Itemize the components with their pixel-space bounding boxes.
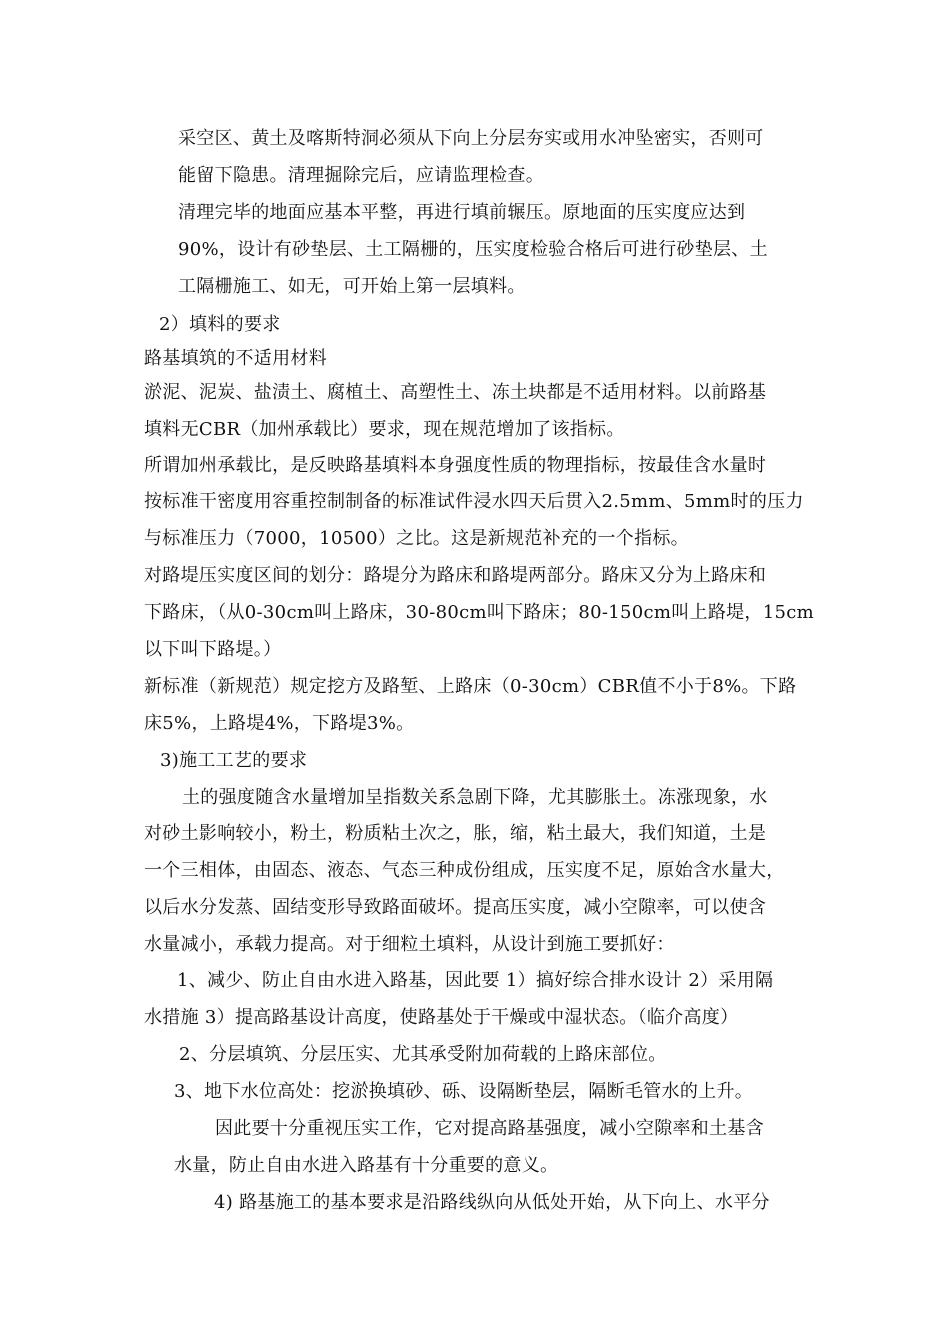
- text-line: 工隔栅施工、如无，可开始上第一层填料。: [178, 276, 526, 297]
- text-line: 一个三相体，由固态、液态、气态三种成份组成，压实度不足，原始含水量大，: [144, 860, 785, 881]
- text-line: 按标准干密度用容重控制制备的标准试件浸水四天后贯入2.5mm、5mm时的压力: [144, 491, 804, 512]
- text-line: 水措施 3）提高路基设计高度，使路基处于干燥或中湿状态。（临介高度）: [144, 1007, 739, 1028]
- text-line: 因此要十分重视压实工作，它对提高路基强度，减小空隙率和土基含: [215, 1118, 764, 1139]
- section-heading: 3)施工工艺的要求: [160, 750, 308, 771]
- text-line: 对砂土影响较小，粉土，粉质粘土次之，胀，缩，粘土最大，我们知道，土是: [144, 823, 767, 844]
- text-line: 采空区、黄土及喀斯特洞必须从下向上分层夯实或用水冲坠密实，否则可: [178, 128, 764, 149]
- text-line: 填料无CBR（加州承载比）要求，现在规范增加了该指标。: [144, 419, 625, 440]
- text-line: 90%，设计有砂垫层、土工隔栅的，压实度检验合格后可进行砂垫层、土: [178, 239, 768, 260]
- text-line: 下路床，（从0-30cm叫上路床，30-80cm叫下路床；80-150cm叫上路堤，15cm: [144, 602, 814, 623]
- text-line: 以后水分发蒸、固结变形导致路面破坏。提高压实度，减小空隙率，可以使含: [144, 897, 767, 918]
- text-line: 所谓加州承载比，是反映路基填料本身强度性质的物理指标，按最佳含水量时: [144, 455, 767, 476]
- text-line: 与标准压力（7000，10500）之比。这是新规范补充的一个指标。: [144, 528, 689, 549]
- text-line: 水量，防止自由水进入路基有十分重要的意义。: [174, 1155, 559, 1176]
- list-item: 2、分层填筑、分层压实、尤其承受附加荷载的上路床部位。: [179, 1044, 667, 1065]
- text-line: 对路堤压实度区间的划分：路堤分为路床和路堤两部分。路床又分为上路床和: [144, 565, 767, 586]
- text-line: 以下叫下路堤。）: [144, 639, 282, 660]
- subheading: 路基填筑的不适用材料: [144, 348, 327, 369]
- text-line: 能留下隐患。清理掘除完后，应请监理检查。: [178, 165, 544, 186]
- text-line: 新标准（新规范）规定挖方及路堑、上路床（0-30cm）CBR值不小于8%。下路: [144, 676, 797, 697]
- list-item: 1、减少、防止自由水进入路基，因此要 1）搞好综合排水设计 2）采用隔: [177, 970, 774, 991]
- text-line: 淤泥、泥炭、盐渍土、腐植土、高塑性土、冻土块都是不适用材料。以前路基: [144, 382, 767, 403]
- text-line: 床5%，上路堤4%，下路堤3%。: [144, 713, 415, 734]
- text-line: 4) 路基施工的基本要求是沿路线纵向从低处开始，从下向上、水平分: [214, 1192, 770, 1213]
- text-line: 清理完毕的地面应基本平整，再进行填前辗压。原地面的压实度应达到: [178, 202, 746, 223]
- text-line: 土的强度随含水量增加呈指数关系急剧下降，尤其膨胀土。冻涨现象，水: [182, 787, 768, 808]
- text-line: 水量减小，承载力提高。对于细粒土填料，从设计到施工要抓好：: [144, 934, 675, 955]
- section-heading: 2）填料的要求: [159, 314, 281, 335]
- list-item: 3、地下水位高处：挖淤换填砂、砾、设隔断垫层，隔断毛管水的上升。: [174, 1081, 754, 1102]
